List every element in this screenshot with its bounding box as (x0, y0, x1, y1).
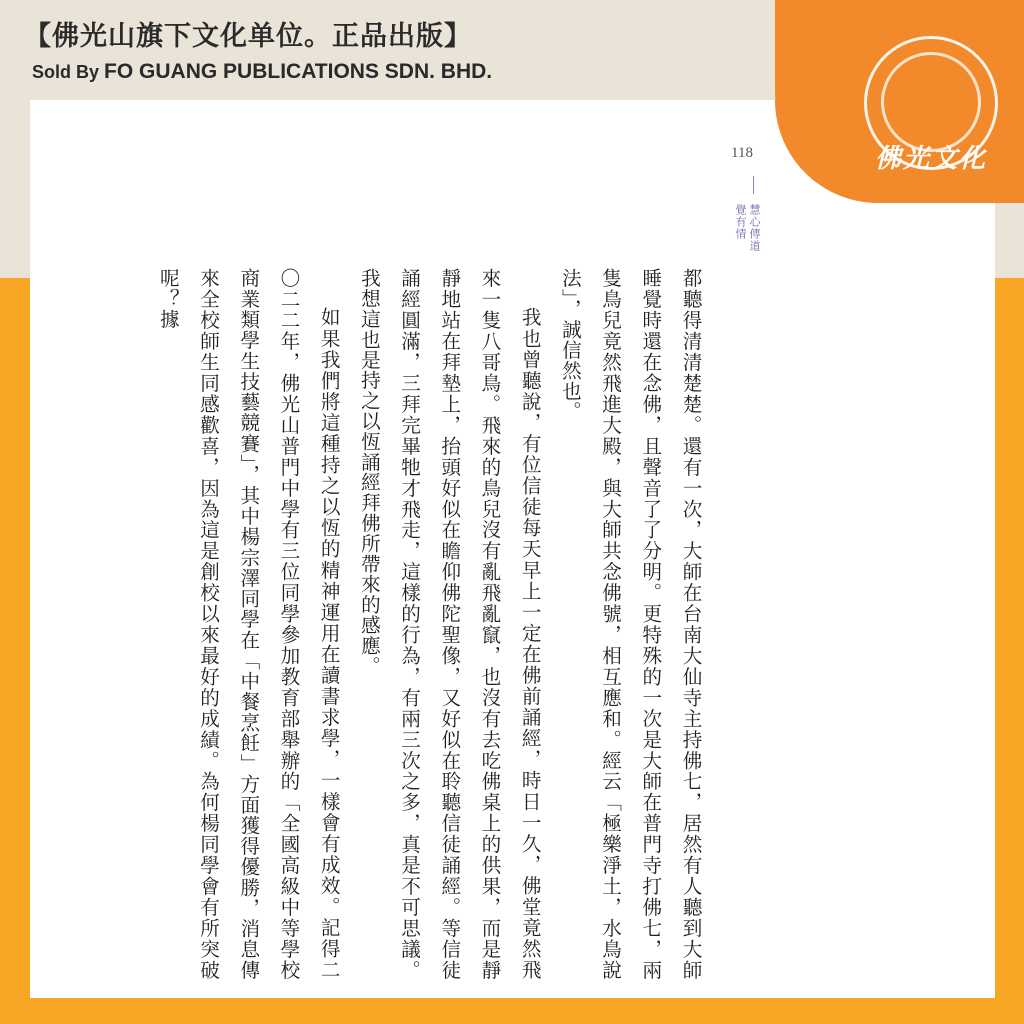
running-head-right: 慧心傳道 (748, 204, 761, 252)
paragraph-3: 如果我們將這種持之以恆的精神運用在讀書求學，一樣會有成效。記得二〇二二年，佛光山普門中學有三位同學參加教育部舉辦的「全國高級中等學校商業類學生技藝競賽」，其中楊宗澤同學在「中餐烹飪」方面獲得優勝，消息傳來全校師生同感歡喜，因為這是創校以來最好的成績。為何楊同學會有所突破呢？據 (156, 268, 341, 980)
running-head-left: 覺有情 (734, 204, 747, 240)
sold-by-label: Sold By (32, 62, 100, 82)
inner-ring-logo-icon (881, 52, 981, 152)
body-text (156, 268, 710, 980)
running-head-rule (753, 176, 754, 194)
publisher-name: FO GUANG PUBLICATIONS SDN. BHD. (104, 60, 493, 83)
page-number: 118 (731, 145, 753, 161)
header-title: 【佛光山旗下文化单位。正品出版】 (24, 21, 472, 52)
paragraph-2: 我也曾聽說，有位信徒每天早上一定在佛前誦經，時日一久，佛堂竟然飛來一隻八哥鳥。飛來的鳥兒沒有亂飛亂竄，也沒有去吃佛桌上的供果，而是靜靜地站在拜墊上，抬頭好似在瞻仰佛陀聖像，又好似在聆聽信徒誦經。等信徒誦經圓滿，三拜完畢牠才飛走，這樣的行為，有兩三次之多，真是不可思議。我想這也是持之以恆誦經拜佛所帶來的感應。 (357, 268, 542, 980)
header-publisher-line (32, 60, 492, 84)
paragraph-1: 都聽得清清楚楚。還有一次，大師在台南大仙寺主持佛七，居然有人聽到大師睡覺時還在念佛，且聲音了了分明。更特殊的一次是大師在普門寺打佛七，兩隻鳥兒竟然飛進大殿，與大師共念佛號，相互應和。經云「極樂淨土，水鳥說法」，誠信然也。 (558, 268, 702, 980)
logo-text: 佛光文化 (874, 144, 987, 174)
